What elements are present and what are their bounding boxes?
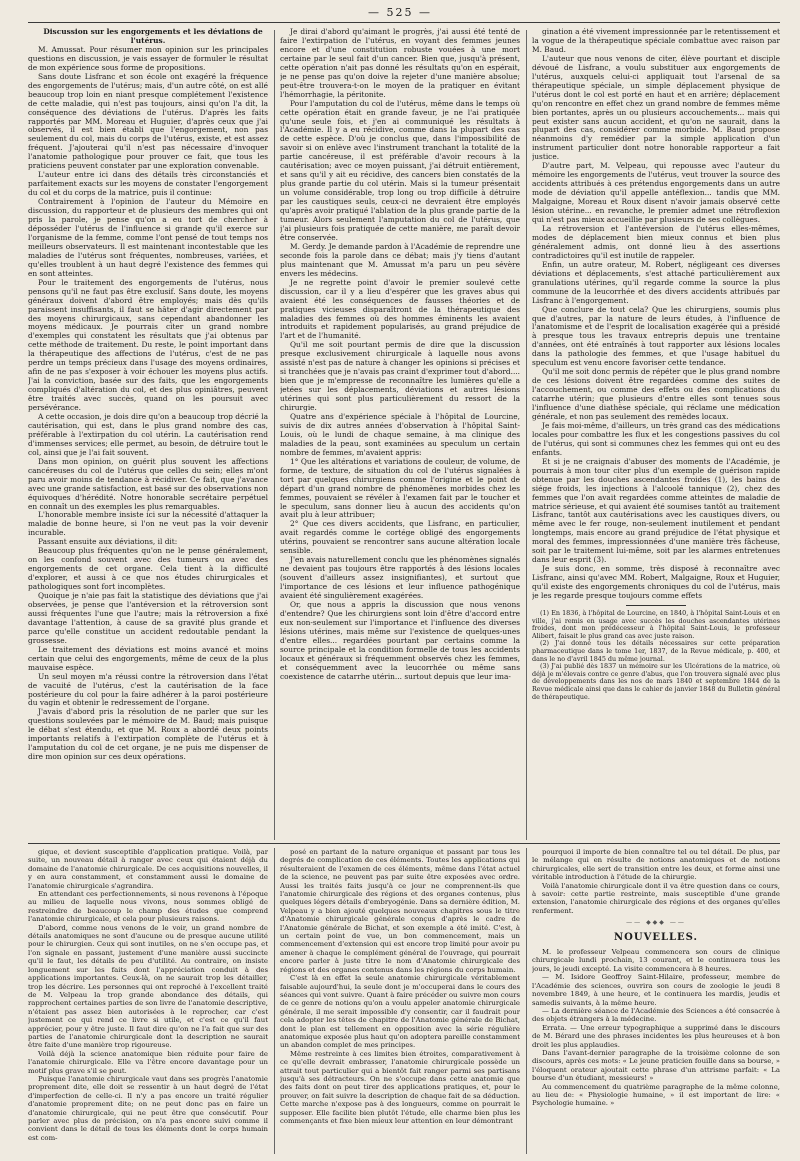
lower1-paragraph: Voilà déjà la science anatomique bien réduite pour faire de l'anatomie chirurgicale. Elle va l'être encore davantage pour un motif plus grave s'il se peut. [28,1049,268,1075]
footnote: (1) En 1836, à l'hôpital de Lourcine, en 1840, à l'hôpital Saint-Louis et en ville, j'ai remis en usage avec succès les douches ascendantes utérines froides, dont mon prédécesseur à l'hôpital Saint-Louis, le professeur Alibert, faisait le plus grand cas avec juste raison. [532,609,780,640]
col1-paragraph: Quoique je n'aie pas fait la statistique des déviations que j'ai observées, je pense que l'antéversion et la rétroversion sont aussi fréquentes l'une que l'autre; mais la rétroversion a fixé davantage l'attention, à cause de sa gravité plus grande et parce qu'elle constitue un accident redoutable pendant la grossesse. [28,591,268,645]
lower1-paragraph: En attendant ces perfectionnements, si nous revenons à l'époque au milieu de laquelle nous vivons, nous sommes obligé de restreindre de beaucoup le champ des études que comprend l'anatomie chirurgicale, et cela pour plusieurs raisons. [28,890,268,924]
col2-paragraph: M. Gerdy. Je demande pardon à l'Académie de reprendre une seconde fois la parole dans ce débat; mais j'y tiens d'autant plus maintenant que M. Amussat m'a paru un peu sévère envers les médecins. [280,241,520,278]
footnote-separator [626,605,686,606]
col3-paragraph: gination a été vivement impressionnée par le retentissement et la vogue de la thérapeutique spéciale combattue avec raison par M. Baud. [532,28,780,54]
col3-paragraph: La rétroversion et l'antéversion de l'utérus elles-mêmes, modes de déplacement bien mieux connus et bien plus généralement admis, ont donné lieu à des assertions contradictoires qu'il est inutile de rappeler. [532,223,780,260]
ornament-divider: —— ◆◆◆ —— [626,919,686,927]
lower1-paragraph: D'abord, comme nous venons de le voir, un grand nombre de détails anatomiques ne sont d'aucune ou de presque aucune utilité pour le chirurgien. Ceux qui sont inutiles, on ne s'en occupe pas, et l'on signale en passant, justement d'une manière aussi succincte qu'il le faut, les détails de peu d'utilité. Au contraire, on insiste longuement sur les faits dont l'appréciation conduit à des applications importantes. Ceux-là, on ne saurait trop les détailler, trop les décrire. Les personnes qui ont reproché à l'excellent traité de M. Velpeau la trop grande abondance des détails, qui rapprochent certaines parties de son livre de l'anatomie descriptive, n'étaient pas assez bien autorisées à le reprocher, car c'est justement ce qui rend ce livre si utile, et c'est ce qu'il faut apprécier, pour y être juste. Il faut dire qu'on ne l'a fait que sur des parties de l'anatomie chirurgicale dont la description ne saurait être faite d'une manière trop rigoureuse. [28,923,268,1050]
lower-column-1 [28,848,268,1156]
col3-paragraph: Enfin, un autre orateur, M. Robert, négligeant ces diverses déviations et déplacements, s'est attaché particulièrement aux granulations utérines, qu'il regarde comme la source la plus commune de la leucorrhée et des divers accidents attribués par Lisfranc à l'engorgement. [532,259,780,305]
lower2-paragraph: Même restreinte à ces limites bien étroites, comparativement à ce qu'elle devrait embrasser, l'anatomie chirurgicale possède un attrait tout particulier qui a bientôt fait ranger parmi ses partisans jusqu'à ses détracteurs. On ne s'occupe dans cette anatomie que des faits dont on peut tirer des applications pratiques, et, pour le prouver, on fait suivre la description de chaque fait de sa déduction. Cette marche n'expose pas à des longueurs, comme on pourrait le supposer. Elle facilite bien plutôt l'étude, elle charme bien plus les commençants et fixe bien mieux leur attention en leur démontrant [280,1049,520,1125]
col2-paragraph: Quatre ans d'expérience spéciale à l'hôpital de Lourcine, suivis de dix autres années d'observation à l'hôpital Saint-Louis, où le lundi de chaque semaine, à ma clinique des maladies de la peau, sont examinées au speculum un certain nombre de femmes, m'avaient appris: [280,411,520,457]
col2-paragraph: Je dirai d'abord qu'aimant le progrès, j'ai aussi été tenté de faire l'extirpation de l'utérus, en voyant des femmes jeunes encore et d'une constitution robuste vouées à une mort certaine par le seul fait d'un cancer. Bien que, jusqu'à présent, cette opération n'ait pas donné les résultats qu'on en espérait, je ne pense pas qu'on doive la rejeter d'une manière absolue; peut-être trouvera-t-on le moyen de la pratiquer en évitant l'hémorrhagie, la péritonite. [280,28,520,99]
col3-paragraph: Que conclure de tout cela? Que les chirurgiens, soumis plus que d'autres, par la nature de leurs études, à l'influence de l'anatomisme et de l'esprit de localisation exagérée qui a présidé à presque tous les travaux entrepris depuis une trentaine d'années, ont été entraînés à tout rapporter aux lésions locales dans la pathologie des femmes, et que l'usage habituel du speculum est venu encore favoriser cette tendance. [532,304,780,368]
news-heading: NOUVELLES. [614,931,698,943]
lower-column-2 [280,848,520,1156]
top-rule [28,22,780,23]
lower1-paragraph: Puisque l'anatomie chirurgicale vaut dans ses progrès l'anatomie proprement dite, elle doit se ressentir à un haut degré de l'état d'imperfection de celle-ci. Il n'y a pas encore un traité régulier d'anatomie proprement dite; on ne peut donc pas en faire un d'anatomie chirurgicale, qui ne peut être que consécutif. Pour parler avec plus de précision, on n'a pas encore suivi comme il convient dans le détail de tous les éléments dont le corps humain est com- [28,1074,268,1142]
col2-paragraph: J'en avais naturellement conclu que les phénomènes signalés ne devaient pas toujours être rapportés à des lésions locales (souvent d'ailleurs assez insignifiantes), et surtout que l'importance de ces lésions et leur influence pathogénique avaient été singulièrement exagérées. [280,555,520,601]
column-2 [280,28,520,841]
col3-paragraph: Je suis donc, en somme, très disposé à reconnaître avec Lisfranc, ainsi qu'avec MM. Robert, Malgaigne, Roux et Huguier, qu'il existe des engorgements chroniques du col de l'utérus, mais je les regarde presque toujours comme effets [532,564,780,601]
news-item: — La dernière séance de l'Académie des Sciences a été consacrée à des objets étrangers à la médecine. [532,1006,780,1024]
lower3-paragraph: pourquoi il importe de bien connaître tel ou tel détail. De plus, par le mélange qui en résulte de notions anatomiques et de notions chirurgicales, elle sert de transition entre les deux, et forme ainsi une véritable introduction à l'étude de la chirurgie. [532,848,780,882]
column-divider [274,30,275,840]
col3-paragraph: Et si je ne craignais d'abuser des moments de l'Académie, je pourrais à mon tour citer plus d'un exemple de guérison rapide obtenue par les douches ascendantes froides (1), les bains de siége froids, les injections à l'alcoolé tannique (2), chez des femmes que l'on avait regardées comme atteintes de maladie de matrice sérieuse, et qui avaient été soumises tantôt au traitement Lisfranc, tantôt aux cautérisations avec les caustiques divers, ou même avec le fer rouge, non-seulement inutilement et pendant longtemps, mais encore au grand préjudice de l'état physique et moral des femmes, impressionnées d'une manière très fâcheuse, soit par le traitement lui-même, soit par les alarmes entretenues dans leur esprit (3). [532,456,780,565]
col1-paragraph: L'honorable membre insiste ici sur la nécessité d'attaquer la maladie de bonne heure, si l'on ne veut pas la voir devenir incurable. [28,510,268,538]
lower1-paragraph: gique, et devient susceptible d'application pratique. Voilà, par suite, un nouveau détail à ranger avec ceux qui étaient déjà du domaine de l'anatomie chirurgicale. De ces acquisitions nouvelles, il y en aura constamment, et constamment aussi le domaine de l'anatomie chirurgicale s'agrandira. [28,848,268,890]
footnote: (2) J'ai donné tous les détails nécessaires sur cette préparation pharmaceutique dans le tome 1er, 1837, de la Revue médicale, p. 400, et dans le no d'avril 1845 du même journal. [532,639,780,663]
col1-paragraph: Le traitement des déviations est moins avancé et moins certain que celui des engorgements, même de ceux de la plus mauvaise espèce. [28,644,268,672]
column-divider [526,848,527,1154]
col2-paragraph: Qu'il me soit pourtant permis de dire que la discussion presque exclusivement chirurgicale à laquelle nous avons assisté n'est pas de nature à changer les opinions si précises et si tranchées que je n'avais pas craint d'exprimer tout d'abord.... bien que je m'empresse de reconnaître les lumières qu'elle a jetées sur les déplacements, déviations et autres lésions utérines qui sont plus particulièrement du ressort de la chirurgie. [280,340,520,413]
col2-paragraph: 1° Que les altérations et variations de couleur, de volume, de forme, de texture, de situation du col de l'utérus signalées à tort par quelques chirurgiens comme l'origine et le point de départ d'un grand nombre de phénomènes morbides chez les femmes, pouvaient se révéler à l'examen fait par le toucher et le speculum, sans donner lieu à aucun des accidents qu'on avait plu à leur attribuer; [280,456,520,520]
col3-paragraph: Je fais moi-même, d'ailleurs, un très grand cas des médications locales pour combattre les flux et les congestions passives du col de l'utérus, qui sont si communes chez les femmes qui ont eu des enfants. [532,420,780,457]
col1-paragraph: A cette occasion, je dois dire qu'on a beaucoup trop décrié la cautérisation, qui est, dans le plus grand nombre des cas, préférable à l'extirpation du col utérin. La cautérisation rend d'immenses services; elle permet, au besoin, de détruire tout le col, ainsi que je l'ai fait souvent. [28,411,268,457]
section-rule [28,843,780,844]
article-heading: Discussion sur les engorgements et les déviations de l'utérus. [43,28,263,45]
column-divider [274,848,275,1154]
col1-paragraph: Un seul moyen m'a réussi contre la rétroversion dans l'état de vacuité de l'utérus, c'est la cautérisation de la face postérieure du col pour la faire adhérer à la paroi postérieure du vagin et obtenir le redressement de l'organe. [28,671,268,708]
col1-paragraph: Passant ensuite aux déviations, il dit: [38,537,178,547]
lower3-paragraph: Voilà l'anatomie chirurgicale dont il va être question dans ce cours, à savoir: cette partie restreinte, mais susceptible d'une grande extension, l'anatomie chirurgicale des régions et des organes qu'elles renferment. [532,881,780,915]
col2-paragraph: Je ne regrette point d'avoir le premier soulevé cette discussion, car il y a lieu d'espérer que les graves abus qui avaient été les conséquences de fausses théories et de pratiques vicieuses disparaîtront de la thérapeutique des maladies des femmes où des hommes éminents les avaient introduits et rapidement popularisés, au grand préjudice de l'art et de l'humanité. [280,277,520,341]
col1-paragraph: Pour le traitement des engorgements de l'utérus, nous pensons qu'il ne faut pas être exclusif. Sans doute, les moyens généraux doivent d'abord être employés; mais dès qu'ils paraissent insuffisants, il faut se hâter d'agir directement par des moyens chirurgicaux, sans cependant abandonner les moyens médicaux. Je pourrais citer un grand nombre d'exemples qui constatent les résultats que j'ai obtenus par cette méthode de traitement. Du reste, le point important dans la thérapeutique des affections de l'utérus, c'est de ne pas perdre un temps précieux dans l'usage des moyens ordinaires, afin de ne pas s'exposer à voir échouer les moyens plus actifs. J'ai la conviction, basée sur des faits, que les engorgements compliqués d'altération du col, et des plus opiniâtres, peuvent être traités avec succès, quand on les poursuit avec persévérance. [28,277,268,413]
col1-paragraph: Sans doute Lisfranc et son école ont exagéré la fréquence des engorgements de l'utérus; mais, d'un autre côté, on est allé beaucoup trop loin en niant presque complétement l'existence de cette maladie, qui n'est pas toujours, ainsi qu'on l'a dit, la conséquence des déviations de l'utérus. D'après les faits rapportés par MM. Moreau et Huguier, d'après ceux que j'ai observés, il est bien établi que l'engorgement, non pas seulement du col, mais du corps de l'utérus, existe, et est assez fréquent. J'ajouterai qu'il n'est pas nécessaire d'invoquer l'anatomie pathologique pour prouver ce fait, que tous les praticiens peuvent constater par une exploration convenable. [28,71,268,171]
col1-paragraph: Dans mon opinion, on guérit plus souvent les affections cancéreuses du col de l'utérus que celles du sein; elles m'ont paru avoir moins de tendance à récidiver. Ce fait, que j'avance avec une grande satisfaction, est basé sur des observations non équivoques d'hérédité. Notre honorable secrétaire perpétuel en connaît un des exemples les plus remarquables. [28,456,268,511]
news-item: Au commencement du quatrième paragraphe de la même colonne, au lieu de: « Physiologie humaine, » il est important de lire: « Psychologie humaine. » [532,1082,780,1108]
col3-paragraph: Qu'il me soit donc permis de répéter que le plus grand nombre de ces lésions doivent être regardées comme des suites de l'accouchement, ou comme des effets ou des complications du catarrhe utérin; que plusieurs d'entre elles sont tenues sous l'influence d'une diathèse spéciale, qui réclame une médication générale, et non pas seulement des remèdes locaux. [532,367,780,421]
news-item: Errata. — Une erreur typographique a supprimé dans le discours de M. Bérard une des phrases incidentes les plus heureuses et à bon droit les plus applaudies. [532,1023,780,1049]
news-item: — M. Isidore Geoffroy Saint-Hilaire, professeur, membre de l'Académie des sciences, ouvrira son cours de zoologie le jeudi 8 novembre 1849, à une heure, et le continuera les mardis, jeudis et samedis suivants, à la même heure. [532,973,780,1007]
lower2-paragraph: posé en partant de la nature organique et passant par tous les degrés de complication de ces éléments. Toutes les applications qui résulteraient de l'examen de ces éléments, même dans l'état actuel de la science, ne peuvent pas par suite être exposées avec ordre. Aussi les traités faits jusqu'à ce jour ne comprennent-ils que l'anatomie chirurgicale des régions et des organes contenus, plus quelques légers détails d'embryogénie. Dans sa dernière édition, M. Velpeau y a bien ajouté quelques nouveaux chapitres sous le titre d'Anatomie chirurgicale générale conçus d'après le cadre de l'Anatomie générale de Bichat, et son exemple a été imité. C'est, à un certain point de vue, un bon commencement, mais un commencement d'extension qui est encore trop limité pour avoir pu amener à chaque le complément général de l'ouvrage, qui pourrait encore parler à juste titre le nom d'Anatomie chirurgicale des régions et des organes contenus dans les régions du corps humain. [280,848,520,974]
lower-column-3 [532,848,780,1156]
col3-paragraph: D'autre part, M. Velpeau, qui repousse avec l'auteur du mémoire les engorgements de l'utérus, veut trouver la source des accidents attribués à ces prétendus engorgements dans un autre mode de déviation qu'il appelle antéflexion... tandis que MM. Malgaigne, Moreau et Roux disent n'avoir jamais observé cette lésion utérine... en revanche, le premier admet une rétroflexion qui n'est pas mieux accueillie par plusieurs de ses collègues. [532,161,780,225]
col1-paragraph: M. Amussat. Pour résumer mon opinion sur les principales questions en discussion, je vais essayer de formuler le résultat de mon expérience sous forme de propositions. [28,44,268,72]
col2-paragraph: 2° Que ces divers accidents, que Lisfranc, en particulier, avait regardés comme le cortége obligé des engorgements utérins, pouvaient se rencontrer sans aucune altération locale sensible. [280,519,520,556]
col1-paragraph: Beaucoup plus fréquentes qu'on ne le pense généralement, on les confond souvent avec des tumeurs ou avec des engorgements de cet organe. Cela tient à la difficulté d'explorer, et aussi à ce que nos études chirurgicales et pathologiques sont fort incomplètes. [28,546,268,592]
col1-paragraph: L'auteur entre ici dans des détails très circonstanciés et parfaitement exacts sur les moyens de constater l'engorgement du col et du corps de la matrice, puis il continue: [28,170,268,198]
news-item: Dans l'avant-dernier paragraphe de la troisième colonne de son discours, après ces mots: « Le jeune praticien fouille dans sa bourse, » l'éloquent orateur ajoutait cette phrase d'un attrisme parfait: « La bourse d'un étudiant, messieurs! » [532,1048,780,1083]
column-1 [28,28,268,841]
col1-paragraph: J'avais d'abord pris la résolution de ne parler que sur les questions soulevées par le mémoire de M. Baud; mais puisque le débat s'est étendu, et que M. Roux a abordé deux points importants relatifs à l'extirpation complète de l'utérus et à l'amputation du col de cet organe, je ne puis me dispenser de dire mon opinion sur ces deux opérations. [28,707,268,762]
news-item: M. le professeur Velpeau commencera son cours de clinique chirurgicale lundi prochain, 13 courant, et le continuera tous les jours, le jeudi excepté. La visite commencera à 8 heures. [532,948,780,973]
col2-paragraph: Pour l'amputation du col de l'utérus, même dans le temps où cette opération était en grande faveur, je ne l'ai pratiquée qu'une seule fois, et j'en ai communiqué les résultats à l'Académie. Il y a eu récidive, comme dans la plupart des cas de cette espèce. D'où je conclus que, dans l'impossibilité de savoir si on enlève avec l'instrument tranchant la totalité de la partie cancéreuse, il est préférable d'avoir recours à la cautérisation; avec ce moyen puissant, j'ai détruit entièrement, et sans qu'il y ait eu récidive, des cancers bien constatés de la plus grande partie du col utérin. Mais si la tumeur présentait un volume considérable, trop long ou trop difficile à détruire par les caustiques seuls, ceux-ci ne devraient être employés qu'après avoir pratiqué l'ablation de la plus grande partie de la tumeur. Alors seulement l'amputation du col de l'utérus, que j'ai plusieurs fois pratiquée de cette manière, me paraît devoir être conservée. [280,98,520,242]
col2-paragraph: Or, que nous a appris la discussion que nous venons d'entendre? Que les chirurgiens sont loin d'être d'accord entre eux non-seulement sur l'importance et l'influence des diverses lésions utérines, mais même sur l'existence de quelques-unes d'entre elles... regardées pourtant par certains comme la source principale et la condition formelle de tous les accidents locaux et généraux si fréquemment observés chez les femmes, et conséquemment avec la leucorrhée ou même sans coexistence de catarrhe utérin... surtout depuis que leur ima- [280,600,520,681]
footnotes [532,610,780,701]
footnote: (3) J'ai publié dès 1837 un mémoire sur les Ulcérations de la matrice, où déjà je m'élevais contre ce genre d'abus, que l'on trouvera signalé avec plus de développements dans les nos de mars 1840 et septembre 1844 de la Revue médicale ainsi que dans le cahier de janvier 1848 du Bulletin général de thérapeutique. [532,662,780,701]
page-number: — 525 — [368,6,432,19]
column-divider [526,30,527,840]
col3-paragraph: L'auteur que nous venons de citer, élève pourtant et disciple dévoué de Lisfranc, a voulu substituer aux engorgements de l'utérus, auxquels celui-ci appliquait tout l'arsenal de sa thérapeutique spéciale, un simple déplacement physique de l'utérus dont le col est porté en haut et en arrière; déplacement qu'on rencontre en effet chez un grand nombre de femmes même bien portantes, après un ou plusieurs accouchements... mais qui peut exister sans aucun accident, et qu'on ne saurait, dans la plupart des cas, considérer comme morbide. M. Baud propose néanmoins d'y remédier par la simple application d'un instrument particulier dont notre honorable rapporteur a fait justice. [532,53,780,162]
column-3 [532,28,780,841]
col1-paragraph: Contrairement à l'opinion de l'auteur du Mémoire en discussion, du rapporteur et de plusieurs des membres qui ont pris la parole, je pense qu'on a eu tort de chercher à déposséder l'utérus de l'influence si grande qu'il exerce sur l'organisme de la femme, comme l'ont pensé de tout temps nos meilleurs observateurs. Il est maintenant incontestable que les maladies de l'utérus sont fréquentes, nombreuses, variées, et qu'elles troublent à un haut degré l'existence des femmes qui en sont atteintes. [28,197,268,278]
lower2-paragraph: C'est là en effet la seule anatomie chirurgicale véritablement faisable aujourd'hui, la seule dont je m'occuperai dans le cours des séances qui vont suivre. Quant à faire précéder ou suivre mon cours de ce genre de notions qu'on a voulu appeler anatomie chirurgicale générale, il me serait impossible d'y consentir, car il faudrait pour cela adopter les têtes de chapitre de l'Anatomie générale de Bichat, dont le plan est tellement en opposition avec la série régulière anatomique exposée plus haut qu'on adoptera pareille constamment un abandon complet de mes principes. [280,974,520,1050]
